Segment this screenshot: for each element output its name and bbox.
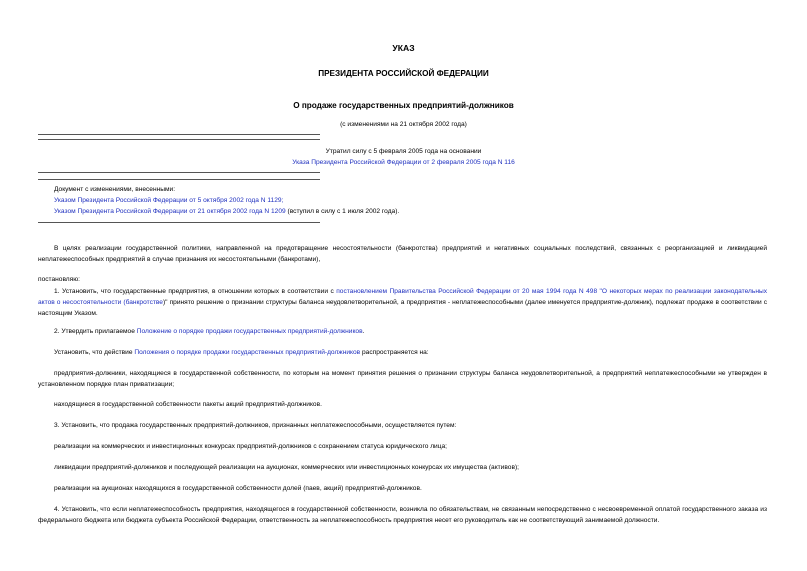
document-subtitle: ПРЕЗИДЕНТА РОССИЙСКОЙ ФЕДЕРАЦИИ xyxy=(318,69,489,78)
regulation-link-2[interactable]: Положения о порядке продажи государственных предприятий-должников xyxy=(134,349,361,356)
divider-rule xyxy=(38,139,320,140)
amendment-note: (с изменениями на 21 октября 2002 года) xyxy=(340,121,467,128)
paragraph-8: ликвидации предприятий-должников и последующей реализации на аукционах, коммерческих или инвестиционных конкурсах их имущества (активов); xyxy=(54,464,519,471)
divider-rule xyxy=(38,222,320,223)
paragraph-6: 3. Установить, что продажа государственных предприятий-должников, признанных неплатежеспособными, осуществляется путем: xyxy=(54,422,457,429)
paragraph-2-end: . xyxy=(362,328,365,335)
paragraph-3-end: распространяется на: xyxy=(360,349,429,356)
paragraph-7: реализации на коммерческих и инвестиционных конкурсах предприятий-должников с сохранением статуса юридического лица; xyxy=(54,443,448,450)
changes-intro: Документ с изменениями, внесенными: xyxy=(54,186,176,193)
paragraph-10: 4. Установить, что если неплатежеспособность предприятия, находящегося в государственной собственности, возникла по обязательствам, не связанным непосредственно с несвоевременной оплатой государственного заказа из федерального бюджета или бюджета субъекта Российской Федерации, ответственность за неплатежеспособность предприятия несет его руководитель как не соответствующий занимаемой должности. xyxy=(38,506,767,524)
expired-decree-link[interactable]: Указа Президента Российской Федерации от 2 февраля 2005 года N 116 xyxy=(292,159,515,166)
paragraph-2 xyxy=(38,326,767,337)
paragraph-2-start: 2. Утвердить прилагаемое xyxy=(54,328,137,335)
paragraph-1-start: 1. Установить, что государственные предприятия, в отношении которых в соответствии с xyxy=(54,288,337,295)
preamble-paragraph: В целях реализации государственной политики, направленной на предотвращение несостоятельности (банкротства) предприятий и негативных социальных последствий, связанных с реорганизацией и ликвидацией неплатежеспособных предприятий в случае признания их несостоятельными (банкротами), xyxy=(38,245,767,263)
expired-link-line xyxy=(0,157,807,168)
paragraph-3 xyxy=(38,347,767,358)
paragraph-5: находящиеся в государственной собственности пакеты акций предприятий-должников. xyxy=(54,401,322,408)
paragraph-3-start: Установить, что действие xyxy=(54,349,135,356)
paragraph-1-end: )" принято решение о признании структуры баланса неудовлетворительной, а предприятия - неплатежеспособными (далее именуется предприятие-должник), подлежат продаже в соответствии с настоящим Указом. xyxy=(38,299,768,317)
change-line-2 xyxy=(54,206,399,217)
divider-rule xyxy=(38,134,320,135)
government-resolution-link[interactable]: постановлением Правительства Российской Федерации от 20 мая 1994 года N 498 "О некоторых мерах по реализации законодательных актов о несостоятельности (банкротстве xyxy=(38,288,768,306)
divider-rule xyxy=(38,172,320,173)
paragraph-9: реализации на аукционах находящихся в государственной собственности долей (паев, акций) предприятий-должников. xyxy=(54,485,422,492)
decree-word: постановляю: xyxy=(38,276,81,283)
change-decree-link-1[interactable]: Указом Президента Российской Федерации от 5 октября 2002 года N 1129; xyxy=(54,197,284,204)
paragraph-1 xyxy=(38,286,767,319)
document-title: УКАЗ xyxy=(392,43,415,53)
expired-note: Утратил силу с 5 февраля 2005 года на основании xyxy=(325,148,482,155)
regulation-link-1[interactable]: Положение о порядке продажи государственных предприятий-должников xyxy=(136,328,363,335)
change-line-1 xyxy=(54,195,283,206)
change-decree-link-2[interactable]: Указом Президента Российской Федерации от 21 октября 2002 года N 1209 xyxy=(54,208,286,215)
change-2-suffix: (вступил в силу с 1 июля 2002 года). xyxy=(285,208,400,215)
document-heading: О продаже государственных предприятий-должников xyxy=(293,101,514,110)
paragraph-4: предприятия-должники, находящиеся в государственной собственности, по которым на момент принятия решения о признании структуры баланса неудовлетворительной, а предприятий неплатежеспособными не утвержден в установленном порядке план приватизации; xyxy=(38,370,767,388)
divider-rule xyxy=(38,179,320,180)
